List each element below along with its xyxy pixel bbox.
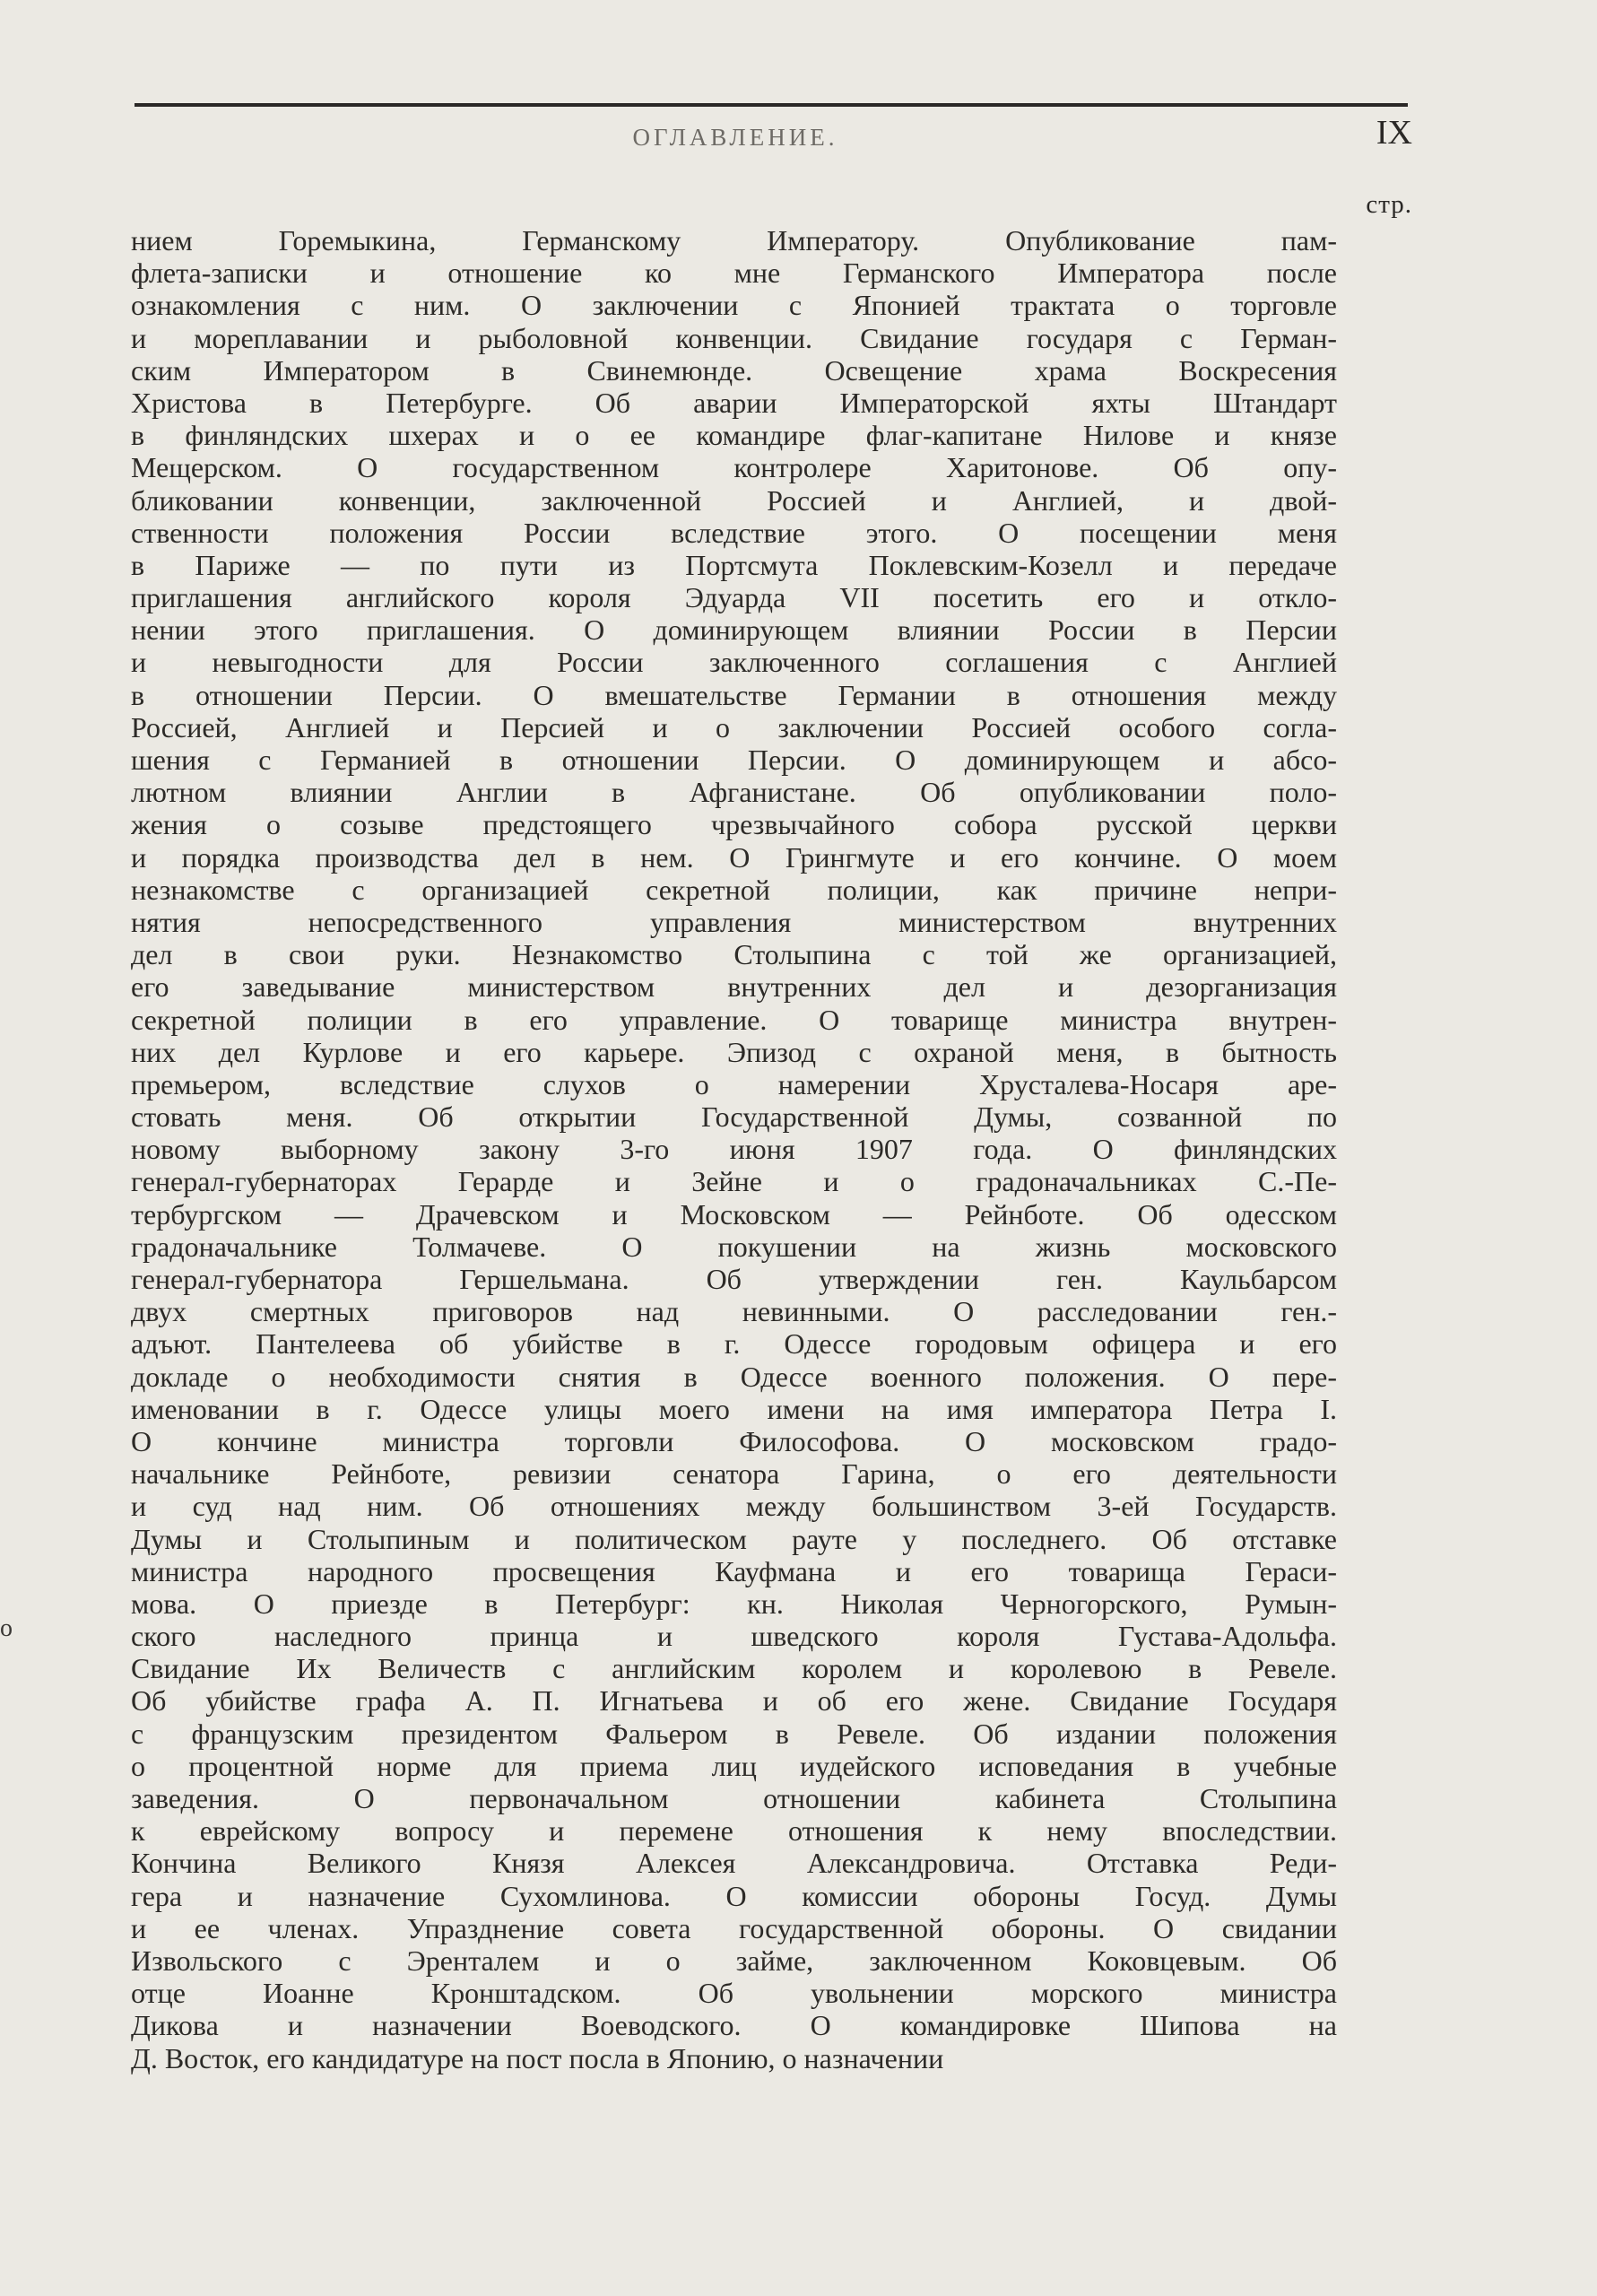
text-line: градоначальнике Толмачеве. О покушении на жизнь московского [131, 1230, 1337, 1263]
text-line: незнакомстве с организацией секретной полиции, как причине непри- [131, 873, 1337, 906]
text-line: его заведывание министерством внутренних дел и дезорганизация [131, 970, 1337, 1004]
text-line: Думы и Столыпиным и политическом рауте у последнего. Об отставке [131, 1522, 1337, 1555]
text-line: Мещерском. О государственном контролере Харитонове. Об опу- [131, 451, 1337, 484]
text-line: начальнике Рейнботе, ревизии сенатора Гарина, о его деятельности [131, 1457, 1337, 1491]
text-line: ственности положения России вследствие этого. О посещении меня [131, 516, 1337, 549]
text-line: адъют. Пантелеева об убийстве в г. Одессе городовым офицера и его [131, 1327, 1337, 1361]
margin-mark: о [0, 1614, 13, 1642]
text-line: Христова в Петербурге. Об аварии Императорской яхты Штандарт [131, 386, 1337, 419]
text-line: Кончина Великого Князя Алексея Александровича. Отставка Реди- [131, 1847, 1337, 1880]
text-line: премьером, вследствие слухов о намерении Хрусталева-Носаря аре- [131, 1067, 1337, 1100]
text-line: генерал-губернатора Гершельмана. Об утверждении ген. Каульбарсом [131, 1263, 1337, 1295]
text-line: стовать меня. Об открытии Государственной Думы, созванной по [131, 1100, 1337, 1134]
text-line: к еврейскому вопросу и перемене отношения к нему впоследствии. [131, 1814, 1337, 1848]
text-line: флета-записки и отношение ко мне Германского Императора после [131, 257, 1337, 290]
text-line: Извольского с Эренталем и о займе, заключенном Коковцевым. Об [131, 1944, 1337, 1977]
text-line: с французским президентом Фальером в Ревеле. Об издании положения [131, 1717, 1337, 1750]
text-line: Д. Восток, его кандидатуре на пост посла в Японию, о назначении [131, 2041, 944, 2074]
text-line: и ее членах. Упразднение совета государственной обороны. О свидании [131, 1911, 1337, 1944]
text-line: и мореплавании и рыболовной конвенции. Свидание государя с Герман- [131, 321, 1337, 354]
page-column-label: стр. [1366, 190, 1412, 219]
text-line: в отношении Персии. О вмешательстве Германии в отношения между [131, 678, 1337, 711]
text-line: нятия непосредственного управления министерством внутренних [131, 905, 1337, 938]
text-line: и суд над ним. Об отношениях между большинством 3-ей Государств. [131, 1490, 1337, 1523]
text-line: лютном влиянии Англии в Афганистане. Об опубликовании поло- [131, 776, 1337, 809]
text-line: Россией, Англией и Персией и о заключении Россией особого согла- [131, 710, 1337, 744]
text-line: и порядка производства дел в нем. О Грингмуте и его кончине. О моем [131, 840, 1337, 874]
text-line: заведения. О первоначальном отношении кабинета Столыпина [131, 1782, 1337, 1814]
text-line: в финляндских шхерах и о ее командире флаг-капитане Нилове и князе [131, 419, 1337, 452]
text-line: ского наследного принца и шведского короля Густава-Адольфа. [131, 1620, 1337, 1653]
page-number: IX [1376, 114, 1412, 152]
text-line: Об убийстве графа А. П. Игнатьева и об его жене. Свидание Государя [131, 1684, 1337, 1718]
text-line: бликовании конвенции, заключенной Россией и Англией, и двой- [131, 483, 1337, 517]
text-line: гера и назначение Сухомлинова. О комиссии обороны Госуд. Думы [131, 1879, 1337, 1912]
text-line: двух смертных приговоров над невинными. О расследовании ген.- [131, 1295, 1337, 1328]
text-line: отце Иоанне Кронштадском. Об увольнении морского министра [131, 1977, 1337, 2010]
text-line: ским Императором в Свинемюнде. Освещение храма Воскресения [131, 353, 1337, 387]
text-line: них дел Курлове и его карьере. Эпизод с охраной меня, в бытность [131, 1035, 1337, 1068]
text-line: министра народного просвещения Кауфмана и его товарища Гераси- [131, 1554, 1337, 1587]
text-line: мова. О приезде в Петербург: кн. Николая Черногорского, Румын- [131, 1587, 1337, 1620]
text-line: секретной полиции в его управление. О товарище министра внутрен- [131, 1003, 1337, 1036]
text-line: новому выборному закону 3-го июня 1907 года. О финляндских [131, 1133, 1337, 1166]
text-line: дел в свои руки. Незнакомство Столыпина с той же организацией, [131, 938, 1337, 971]
text-line: генерал-губернаторах Герарде и Зейне и о градоначальниках С.-Пе- [131, 1165, 1337, 1198]
text-line: о процентной норме для приема лиц иудейского исповедания в учебные [131, 1749, 1337, 1782]
text-line: шения с Германией в отношении Персии. О доминирующем и абсо- [131, 744, 1337, 776]
header-rule [135, 103, 1408, 107]
text-line: и невыгодности для России заключенного соглашения с Англией [131, 646, 1337, 679]
text-line: в Париже — по пути из Портсмута Поклевским-Козелл и передаче [131, 548, 1337, 581]
text-line: О кончине министра торговли Философова. О московском градо- [131, 1424, 1337, 1457]
text-line: ознакомления с ним. О заключении с Японией трактата о торговле [131, 289, 1337, 322]
text-line: тербургском — Драчевском и Московском — Рейнботе. Об одесском [131, 1197, 1337, 1231]
running-header-title: ОГЛАВЛЕНИЕ. [632, 124, 838, 151]
text-line: нием Горемыкина, Германскому Императору. Опубликование пам- [131, 224, 1337, 257]
text-line: докладе о необходимости снятия в Одессе военного положения. О пере- [131, 1360, 1337, 1393]
text-line: Дикова и назначении Воеводского. О командировке Шипова на [131, 2009, 1337, 2042]
text-line: приглашения английского короля Эдуарда VII посетить его и откло- [131, 581, 1337, 614]
text-line: именовании в г. Одессе улицы моего имени на имя императора Петра I. [131, 1392, 1337, 1425]
table-of-contents-text [131, 224, 1337, 2074]
text-line: нении этого приглашения. О доминирующем влиянии России в Персии [131, 613, 1337, 647]
text-line: Свидание Их Величеств с английским королем и королевою в Ревеле. [131, 1652, 1337, 1685]
text-line: жения о созыве предстоящего чрезвычайного собора русской церкви [131, 808, 1337, 841]
